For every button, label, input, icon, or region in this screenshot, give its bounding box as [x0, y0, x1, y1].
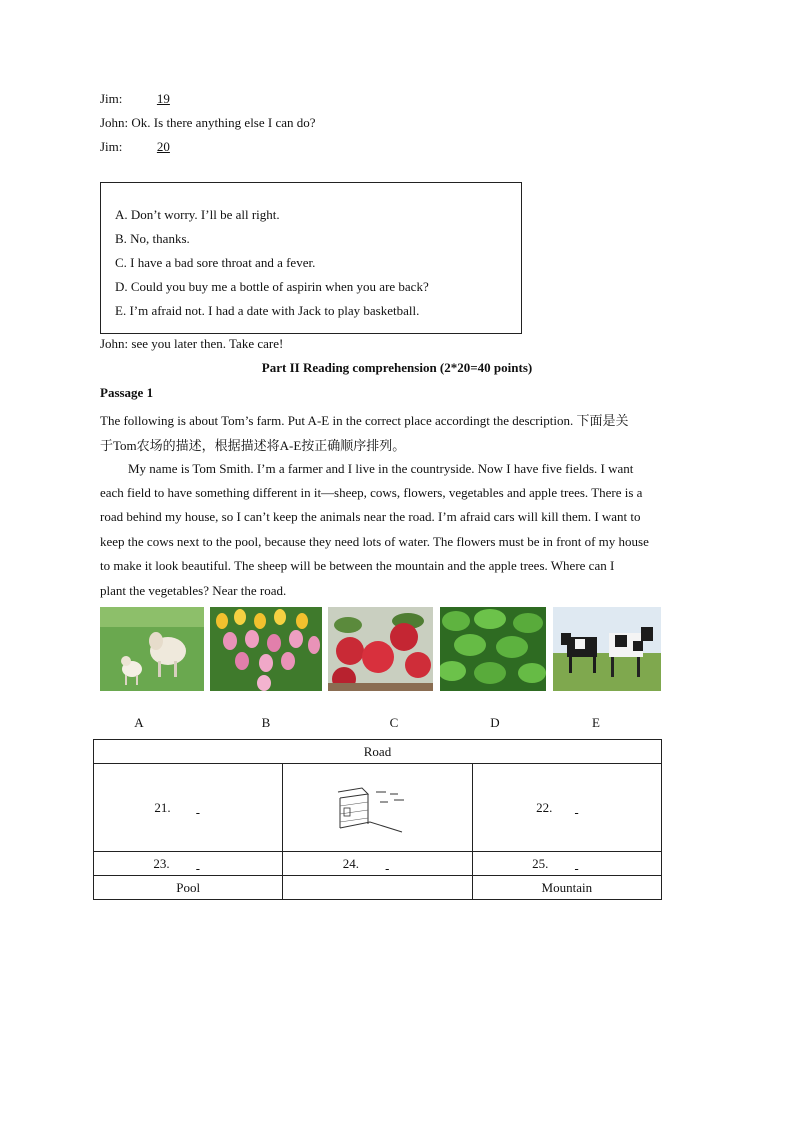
- field-22-cell: [472, 764, 661, 852]
- question-number: 24.: [342, 855, 359, 871]
- passage-line-4: keep the cows next to the pool, because they need lots of water. The flowers must be in front of my house: [100, 534, 649, 549]
- house-cell: [283, 764, 472, 852]
- pool-cell: Pool: [94, 876, 283, 900]
- answer-blank-22[interactable]: [556, 800, 598, 816]
- question-number: 23.: [153, 855, 170, 871]
- blank-number: 20: [156, 139, 170, 154]
- answer-blank-20[interactable]: [122, 139, 204, 155]
- photo-label-d: D: [490, 715, 500, 730]
- passage-line-1: My name is Tom Smith. I’m a farmer and I live in the countryside. Now I have five fields. I want: [128, 461, 634, 476]
- blank-number: 19: [156, 91, 170, 106]
- vegetables-photo: [440, 607, 546, 691]
- instruction-line-1: The following is about Tom’s farm. Put A-E in the correct place accordingt the description. 下面是关: [100, 413, 629, 428]
- farm-layout-table: [93, 739, 662, 900]
- mountain-cell: Mountain: [472, 876, 661, 900]
- answer-blank-23[interactable]: [173, 856, 223, 872]
- option-a: A. Don’t worry. I’ll be all right.: [115, 207, 280, 222]
- instruction-line-2: 于Tom农场的描述，根据描述将A-E按正确顺序排列。: [100, 438, 406, 453]
- answer-blank-25[interactable]: [552, 856, 602, 872]
- field-24-cell: [283, 852, 472, 876]
- dialogue-line-john: John: Ok. Is there anything else I can do?: [100, 115, 316, 130]
- option-b: B. No, thanks.: [115, 231, 190, 246]
- field-23-cell: [94, 852, 283, 876]
- passage-line-2: each field to have something different in it—sheep, cows, flowers, vegetables and apple trees. There is a: [100, 485, 643, 500]
- passage-line-5: to make it look beautiful. The sheep will be between the mountain and the apple trees. Where can I: [100, 558, 615, 573]
- photo-label-a: A: [134, 715, 144, 730]
- closing-line: John: see you later then. Take care!: [100, 336, 284, 351]
- photo-label-b: B: [261, 715, 271, 730]
- part-title: Part II Reading comprehension (2*20=40 points): [261, 360, 533, 375]
- passage-line-3: road behind my house, so I can’t keep the animals near the road. I’m afraid cars will kill them. I want to: [100, 509, 641, 524]
- answer-blank-19[interactable]: [122, 91, 204, 107]
- road-cell: Road: [94, 740, 662, 764]
- speaker: Jim:: [100, 139, 123, 154]
- question-number: 21.: [154, 799, 171, 815]
- cows-photo: [553, 607, 661, 691]
- answer-blank-21[interactable]: [174, 800, 222, 816]
- question-number: 22.: [536, 799, 553, 815]
- speaker: Jim:: [100, 91, 123, 106]
- house-sketch: [332, 766, 422, 850]
- option-d: D. Could you buy me a bottle of aspirin when you are back?: [115, 279, 429, 294]
- question-number: 25.: [532, 855, 549, 871]
- dialogue-line-19: [100, 91, 204, 107]
- field-21-cell: [94, 764, 283, 852]
- option-c: C. I have a bad sore throat and a fever.: [115, 255, 316, 270]
- photo-label-c: C: [389, 715, 399, 730]
- passage-line-6: plant the vegetables? Near the road.: [100, 583, 287, 598]
- sheep-photo: [100, 607, 204, 691]
- photo-label-e: E: [592, 715, 600, 730]
- empty-cell: [283, 876, 472, 900]
- options-box: [100, 182, 522, 334]
- answer-blank-24[interactable]: [362, 856, 412, 872]
- dialogue-line-20: [100, 139, 204, 155]
- field-25-cell: [472, 852, 661, 876]
- passage-title: Passage 1: [100, 385, 154, 400]
- tulips-photo: [210, 607, 322, 691]
- option-e: E. I’m afraid not. I had a date with Jack to play basketball.: [115, 303, 420, 318]
- apples-photo: [328, 607, 433, 691]
